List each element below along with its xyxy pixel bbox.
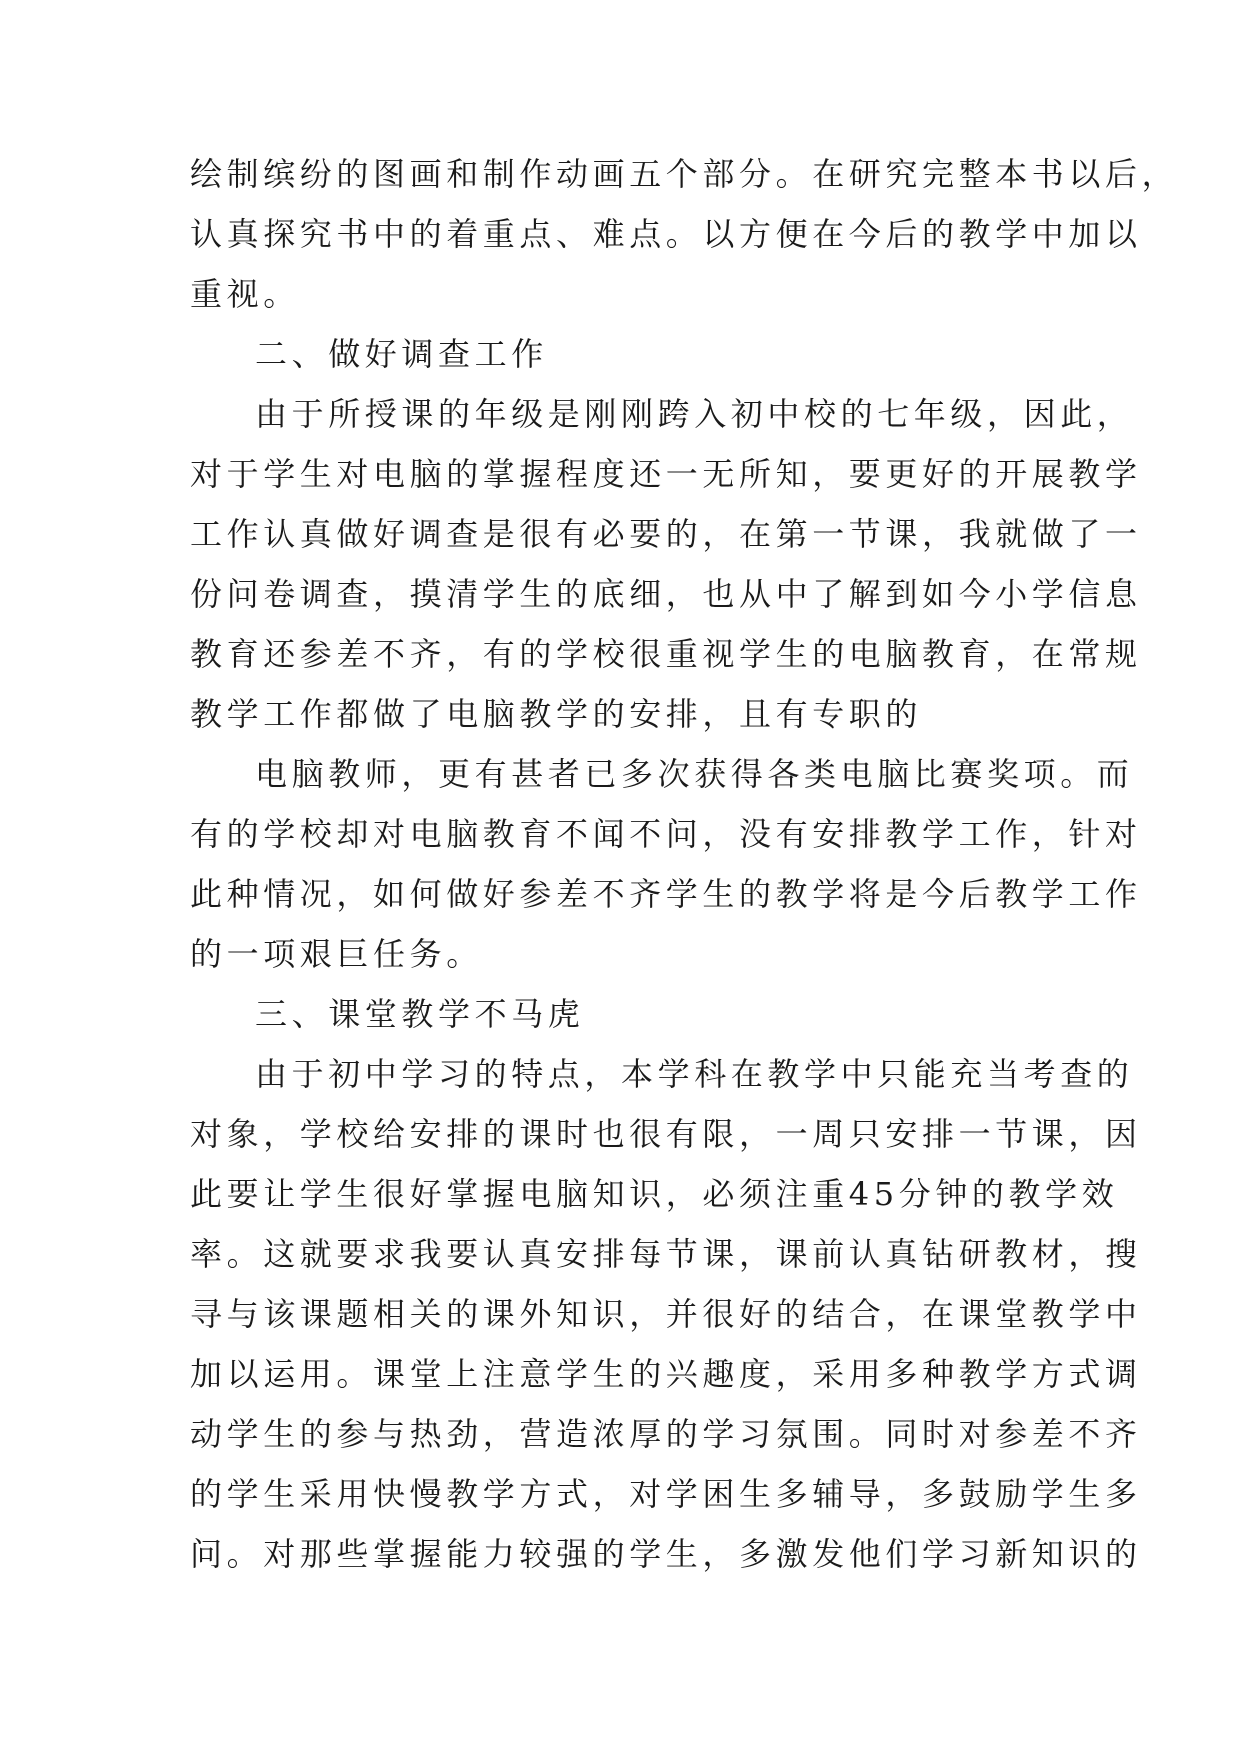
text-line: 对象，学校给安排的课时也很有限，一周只安排一节课，因 [190, 1115, 1142, 1153]
text-line: 有的学校却对电脑教育不闻不问，没有安排教学工作，针对 [190, 815, 1142, 853]
text-line: 此种情况，如何做好参差不齐学生的教学将是今后教学工作 [190, 875, 1142, 913]
text-line: 份问卷调查，摸清学生的底细，也从中了解到如今小学信息 [190, 575, 1142, 613]
text-line: 电脑教师，更有甚者已多次获得各类电脑比赛奖项。而 [255, 755, 1134, 793]
text-line: 加以运用。课堂上注意学生的兴趣度，采用多种教学方式调 [190, 1355, 1142, 1393]
text-line: 重视。 [190, 275, 300, 313]
text-line: 的学生采用快慢教学方式，对学困生多辅导，多鼓励学生多 [190, 1475, 1142, 1513]
section-heading: 三、课堂教学不马虎 [255, 995, 585, 1033]
section-heading: 二、做好调查工作 [255, 335, 548, 373]
text-line: 绘制缤纷的图画和制作动画五个部分。在研究完整本书以后， [190, 155, 1179, 193]
text-line: 教学工作都做了电脑教学的安排，且有专职的 [190, 695, 923, 733]
text-line: 动学生的参与热劲，营造浓厚的学习氛围。同时对参差不齐 [190, 1415, 1142, 1453]
text-line: 的一项艰巨任务。 [190, 935, 483, 973]
text-line: 工作认真做好调查是很有必要的，在第一节课，我就做了一 [190, 515, 1142, 553]
text-line: 教育还参差不齐，有的学校很重视学生的电脑教育，在常规 [190, 635, 1142, 673]
text-line: 认真探究书中的着重点、难点。以方便在今后的教学中加以 [190, 215, 1142, 253]
text-line: 对于学生对电脑的掌握程度还一无所知，要更好的开展教学 [190, 455, 1142, 493]
text-line: 问。对那些掌握能力较强的学生，多激发他们学习新知识的 [190, 1535, 1142, 1573]
text-line: 率。这就要求我要认真安排每节课，课前认真钻研教材，搜 [190, 1235, 1142, 1273]
text-line: 寻与该课题相关的课外知识，并很好的结合，在课堂教学中 [190, 1295, 1142, 1333]
text-line: 由于初中学习的特点，本学科在教学中只能充当考查的 [255, 1055, 1134, 1093]
text-line: 此要让学生很好掌握电脑知识，必须注重45分钟的教学效 [190, 1175, 1119, 1213]
text-line: 由于所授课的年级是刚刚跨入初中校的七年级，因此， [255, 395, 1134, 433]
